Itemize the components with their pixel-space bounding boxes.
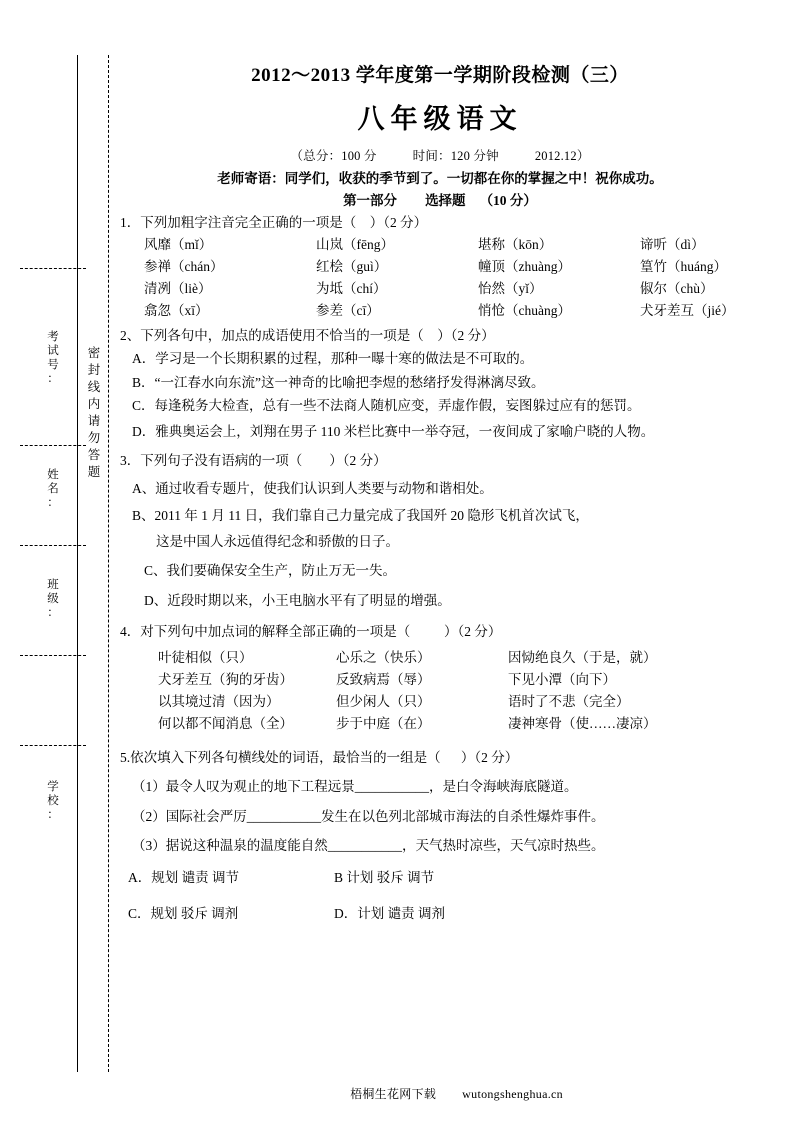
- question-1-stem: 1．下列加粗字注音完全正确的一项是（ ）（2 分）: [120, 215, 428, 230]
- q1-d-item-4: 犬牙差互（jié）: [640, 302, 735, 318]
- field-school: [36, 780, 70, 822]
- q1-b-item-2: 红桧（guì）: [316, 258, 388, 274]
- sealed-line-note-char: 题: [87, 465, 101, 479]
- time-limit-label: 时间：120 分钟: [412, 149, 499, 163]
- q4-d-item-3: 凄神寒骨（使……凄凉）: [508, 715, 657, 731]
- question-5-blank-2: （2）国际社会严厉___________发生在以色列北部城市海法的自杀性爆炸事件。: [132, 808, 605, 824]
- question-1-option-a: [144, 234, 760, 256]
- page-footer: [120, 1085, 793, 1102]
- question-4-option-a: [158, 647, 760, 669]
- page-subtitle: 八年级语文: [357, 104, 523, 134]
- field-student-name: [36, 468, 70, 510]
- field-exam-number-char-0: [36, 330, 70, 386]
- q1-c-item-3: 怡然（yǐ）: [478, 280, 543, 296]
- field-student-name-char-0: [36, 468, 70, 510]
- rail-label-char: 姓: [47, 469, 59, 481]
- sealed-line-note-text: [84, 345, 104, 481]
- q1-a-item-2: 山岚（fēng）: [316, 236, 394, 252]
- question-4-option-c: [158, 691, 760, 713]
- q1-c-item-4: 俶尔（chù）: [640, 280, 714, 296]
- question-5-stem: 5.依次填入下列各句横线处的词语，最恰当的一组是（ ）（2 分）: [120, 749, 519, 765]
- q4-b-item-2: 反致病焉（辱）: [336, 671, 431, 687]
- sealed-line-note: [84, 345, 104, 481]
- rail-label-char: ：: [47, 373, 59, 385]
- section-type-label: 选择题: [425, 193, 466, 208]
- rail-divider-3: [20, 545, 86, 546]
- question-3-option-b: B、2011 年 1 月 11 日，我们靠自己力量完成了我国歼 20 隐形飞机首次试飞，: [132, 508, 589, 523]
- question-2-option-b: B．“一江春水向东流”这一神奇的比喻把李煜的愁绪抒发得淋漓尽致。: [132, 374, 545, 390]
- question-1-option-d: [144, 300, 760, 322]
- q4-a-item-2: 心乐之（快乐）: [336, 649, 431, 665]
- q4-c-item-3: 语时了不悲（完全）: [508, 693, 630, 709]
- rail-label-char: ：: [47, 497, 59, 509]
- q4-d-item-2: 步于中庭（在）: [336, 715, 431, 731]
- sealed-line-note-char: 内: [87, 397, 101, 411]
- q1-c-item-2: 为坻（chí）: [316, 280, 387, 296]
- question-2-option-d: D．雅典奥运会上，刘翔在男子 110 米栏比赛中一举夺冠，一夜间成了家喻户晓的人物。: [132, 423, 655, 439]
- question-4-option-b: [158, 669, 760, 691]
- q5-answer-c: C．规划 驳斥 调剂: [128, 905, 239, 921]
- sealed-line-note-char: 封: [87, 363, 101, 377]
- rail-label-char: 校: [47, 795, 59, 807]
- question-3-option-c: C、我们要确保安全生产，防止万无一失。: [144, 563, 397, 578]
- exam-meta: [120, 146, 760, 164]
- q1-b-item-1: 参禅（chán）: [144, 258, 224, 274]
- margin-rule-left: [77, 55, 78, 1072]
- question-2-option-a: A．学习是一个长期积累的过程，那种一曝十寒的做法是不可取的。: [132, 351, 534, 366]
- exam-date-label: 2012.12）: [534, 149, 590, 163]
- field-class-char-0: [36, 578, 70, 620]
- rail-label-char: ：: [47, 809, 59, 821]
- exam-content: [120, 60, 760, 925]
- sealed-line-note-char: 请: [87, 414, 101, 428]
- footer-site-url: wutongshenghua.cn: [462, 1087, 563, 1101]
- q1-a-item-1: 风靡（mǐ）: [144, 236, 213, 252]
- q4-a-item-3: 因恸绝良久（于是，就）: [508, 649, 657, 665]
- section-points-label: （10 分）: [479, 193, 537, 208]
- field-school-char-0: [36, 780, 70, 822]
- q4-d-item-1: 何以都不闻消息（全）: [158, 715, 293, 731]
- q4-b-item-3: 下见小潭（向下）: [508, 671, 616, 687]
- rail-label-char: ：: [47, 607, 59, 619]
- q1-a-item-3: 堪称（kōn）: [478, 236, 553, 252]
- question-3-option-d: D、近段时期以来，小王电脑水平有了明显的增强。: [144, 592, 451, 608]
- question-4-stem: 4．对下列句中加点词的解释全部正确的一项是（ ）（2 分）: [120, 624, 502, 639]
- q4-b-item-1: 犬牙差互（狗的牙齿）: [158, 671, 293, 687]
- sealed-line-note-char: 答: [87, 448, 101, 462]
- question-1-option-c: [144, 278, 760, 300]
- q1-b-item-4: 篁竹（huáng）: [640, 258, 727, 274]
- q4-c-item-2: 但少闲人（只）: [336, 693, 431, 709]
- q1-d-item-1: 翕忽（xī）: [144, 302, 209, 318]
- sealed-line-note-char: 密: [87, 346, 101, 360]
- q4-c-item-1: 以其境过清（因为）: [158, 693, 280, 709]
- rail-divider-5: [20, 745, 86, 746]
- sealed-line-note-char: 勿: [87, 431, 101, 445]
- rail-label-char: 名: [47, 483, 59, 495]
- exam-page: [120, 0, 793, 1122]
- q1-c-item-1: 清冽（liè）: [144, 280, 212, 296]
- total-score-label: （总分：100 分: [290, 149, 377, 163]
- left-margin-rail: [0, 0, 120, 1122]
- question-5-blank-1: （1）最令人叹为观止的地下工程远景___________，是白令海峡海底隧道。: [132, 779, 578, 794]
- q5-answer-d: D．计划 谴责 调剂: [334, 905, 445, 921]
- rail-label-char: 学: [47, 781, 59, 793]
- question-2-stem: 2、下列各句中，加点的成语使用不恰当的一项是（ ）（2 分）: [120, 327, 495, 343]
- teacher-message: 老师寄语：同学们，收获的季节到了。一切都在你的掌握之中！祝你成功。: [217, 171, 663, 186]
- section-header: [120, 189, 760, 209]
- field-exam-number: [36, 330, 70, 386]
- question-5-blank-3: （3）据说这种温泉的温度能自然___________，天气热时凉些，天气凉时热些。: [132, 838, 605, 853]
- q5-answer-b: B 计划 驳斥 调节: [334, 869, 435, 885]
- q5-answer-a: A．规划 谴责 调节: [128, 869, 239, 885]
- field-class: [36, 578, 70, 620]
- rail-label-char: 试: [47, 345, 59, 357]
- q1-b-item-3: 幢顶（zhuàng）: [478, 258, 571, 274]
- rail-label-char: 考: [47, 331, 59, 343]
- question-1-option-b: [144, 256, 760, 278]
- rail-label-char: 号: [47, 359, 59, 371]
- rail-divider-1: [20, 268, 86, 269]
- page-title: 2012～2013 学年度第一学期阶段检测（三）: [251, 65, 629, 86]
- rail-label-char: 班: [47, 579, 59, 591]
- question-3-option-a: A、通过收看专题片，使我们认识到人类要与动物和谐相处。: [132, 480, 493, 496]
- question-3-stem: 3．下列句子没有语病的一项（ ）（2 分）: [120, 453, 387, 468]
- q1-a-item-4: 谛听（dì）: [640, 236, 705, 252]
- q1-d-item-3: 悄怆（chuàng）: [478, 302, 571, 318]
- question-5-answers-row-2: [128, 903, 760, 925]
- question-2-option-c: C．每逢税务大检查，总有一些不法商人随机应变，弄虚作假，妄图躲过应有的惩罚。: [132, 398, 641, 413]
- rail-divider-4: [20, 655, 86, 656]
- rail-label-char: 级: [47, 593, 59, 605]
- q1-d-item-2: 参差（cī）: [316, 302, 380, 318]
- rail-divider-2: [20, 445, 86, 446]
- q4-a-item-1: 叶徒相似（只）: [158, 649, 253, 665]
- question-3-option-b-cont: 这是中国人永远值得纪念和骄傲的日子。: [156, 533, 399, 549]
- question-4-option-d: [158, 713, 760, 735]
- footer-site-name: 梧桐生花网下载: [350, 1087, 437, 1101]
- question-5-answers-row-1: [128, 867, 760, 889]
- section-part-label: 第一部分: [343, 193, 398, 208]
- margin-rule-right-dashed: [108, 55, 109, 1072]
- sealed-line-note-char: 线: [87, 380, 101, 394]
